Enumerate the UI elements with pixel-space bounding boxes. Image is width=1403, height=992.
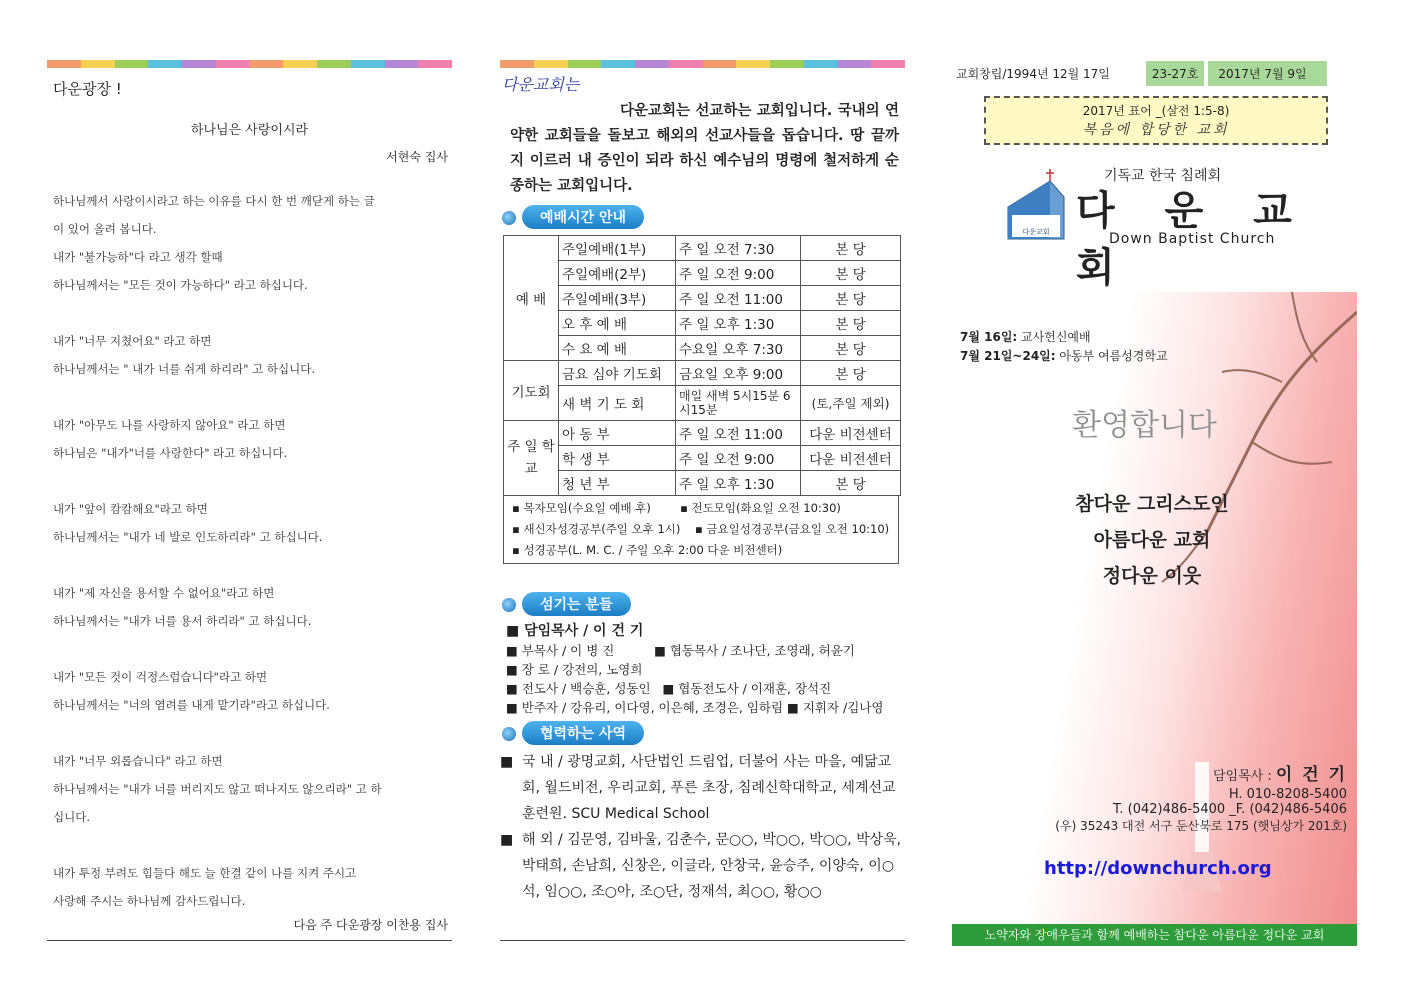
servers-heading: 섬기는 분들: [522, 592, 631, 616]
bullet-dot-icon: [502, 727, 516, 741]
table-row: [504, 361, 901, 386]
service-place: 본 당: [801, 311, 901, 336]
cover-artwork: [952, 292, 1357, 924]
event-date: 7월 21일~24일:: [960, 349, 1056, 363]
issue-line: [952, 60, 1357, 86]
list-item: ■ 부목사 / 이 병 진 ■ 협동목사 / 조나단, 조영래, 허윤기: [506, 643, 855, 658]
service-time: 주 일 오전 9:00: [676, 261, 801, 286]
group-label-prayer: 기도회: [504, 361, 559, 421]
service-name: 수 요 예 배: [559, 336, 676, 361]
poem-line: 내가 "불가능하"다 라고 생각 할때: [53, 250, 223, 264]
address: (우) 35243 대전 서구 둔산북로 175 (햇님상가 201호): [1055, 819, 1347, 833]
divider: [47, 940, 452, 941]
church-logo-block: [952, 145, 1357, 291]
list-item: ■ 장 로 / 강전의, 노영희: [506, 662, 643, 677]
bullet-dot-icon: [502, 598, 516, 612]
service-time: 주 일 오전 7:30: [676, 236, 801, 261]
rainbow-bar: [47, 60, 452, 68]
service-place: 다운 비전센터: [801, 446, 901, 471]
servers-heading-row: [500, 592, 905, 618]
church-intro-heading: 다운교회는: [502, 75, 580, 94]
worship-heading-row: [500, 205, 905, 231]
denomination: 기독교 한국 침례회: [1104, 168, 1222, 184]
servers-list: [506, 622, 905, 717]
table-row: [504, 286, 901, 311]
service-name: 주일예배(2부): [559, 261, 676, 286]
service-place: 본 당: [801, 286, 901, 311]
group-label-worship: 예 배: [504, 236, 559, 361]
service-place: 다운 비전센터: [801, 421, 901, 446]
table-row: [504, 261, 901, 286]
church-building-icon: [1004, 167, 1068, 245]
plaza-author: 서현숙 집사: [386, 150, 448, 164]
service-place: (토,주일 제외): [801, 386, 901, 421]
poem-line: 이 있어 올려 봅니다.: [53, 222, 157, 236]
website-link[interactable]: http://downchurch.org: [1044, 858, 1272, 879]
plaza-next-week: 다음 주 다운광장 이찬용 집사: [293, 918, 448, 932]
contact-block: [1055, 760, 1347, 834]
table-row: [504, 471, 901, 496]
pastor-line: [1055, 760, 1347, 785]
service-place: 본 당: [801, 471, 901, 496]
poem-line: 내가 "제 자신을 용서할 수 없어요"라고 하면: [53, 586, 275, 600]
motto-banner: [984, 96, 1328, 145]
list-item: ■ 전도사 / 백승훈, 성동인 ■ 협동전도사 / 이재훈, 장석진: [506, 681, 832, 696]
service-place: 본 당: [801, 336, 901, 361]
poem-line: 내가 "앞이 캄캄해요"라고 하면: [53, 502, 208, 516]
poem-line: 내가 "너무 외롭습니다" 라고 하면: [53, 754, 223, 768]
poem-line: 하나님께서는 "너의 염려를 내게 맡기라"라고 하십니다.: [53, 698, 330, 712]
poem-line: 하나님께서는 "내가 너를 버리지도 않고 떠나지도 않으리라" 고 하: [53, 782, 382, 796]
poem-line: 하나님께서는 " 내가 너를 쉬게 하리라" 고 하십니다.: [53, 362, 316, 376]
poem-line: 하나님은 "내가"너를 사랑한다" 라고 하십니다.: [53, 446, 288, 460]
event-line: [960, 328, 1091, 345]
event-text: 아동부 여름성경학교: [1059, 349, 1168, 363]
table-row: [504, 336, 901, 361]
service-name: 오 후 예 배: [559, 311, 676, 336]
group-label-school: 주 일 학 교: [504, 421, 559, 496]
table-row: [504, 311, 901, 336]
service-time: 주 일 오전 9:00: [676, 446, 801, 471]
plaza-subtitle: 하나님은 사랑이시라: [190, 123, 309, 138]
slogan-line: 아름다운 교회: [1093, 529, 1211, 551]
service-time: 주 일 오후 1:30: [676, 311, 801, 336]
coop-overseas: 해 외 / 김문영, 김바울, 김춘수, 문○○, 박○○, 박○○, 박상욱, 박태희, 손남희, 신창은, 이글라, 안창국, 윤승주, 이양숙, 이○석, 임○○, 조○아, 조○단, 정재석, 최○○, 황○○: [522, 832, 902, 900]
event-line: [960, 347, 1168, 364]
slogan-line: 참다운 그리스도인: [1075, 493, 1229, 515]
poem-line: 하나님께서는 "모든 것이 가능하다" 라고 하십니다.: [53, 278, 308, 292]
issue-date: 2017년 7월 9일: [1208, 61, 1326, 86]
square-bullet-icon: ■: [500, 832, 514, 848]
note-line: ▪ 성경공부(L. M. C. / 주일 오후 2:00 다운 비전센터): [512, 543, 783, 557]
poem-line: 내가 "아무도 나를 사랑하지 않아요" 라고 하면: [53, 418, 286, 432]
poem-line: 내가 "모든 것이 걱정스럽습니다"라고 하면: [53, 670, 268, 684]
table-row: [504, 446, 901, 471]
motto-text: 복음에 합당한 교회: [1082, 122, 1230, 138]
event-date: 7월 16일:: [960, 330, 1018, 344]
service-name: 학 생 부: [559, 446, 676, 471]
poem-line: 내가 투정 부려도 힘들다 해도 늘 한결 같이 나를 지켜 주시고: [53, 866, 357, 880]
service-place: 본 당: [801, 236, 901, 261]
logo-caption: 다운교회: [1022, 228, 1050, 236]
welcome-text: 환영합니다: [1072, 408, 1217, 443]
church-intro-text: 다운교회는 선교하는 교회입니다. 국내의 연약한 교회들을 돌보고 해외의 선교사들을 돕습니다. 땅 끝까지 이르러 내 증인이 되라 하신 예수님의 명령에 철저하게 순종하는 교회입니다.: [510, 103, 899, 194]
slogans: [952, 486, 1352, 594]
coop-heading: 협력하는 사역: [522, 721, 644, 745]
list-item: ■ 반주자 / 강유리, 이다영, 이은혜, 조경은, 임하림 ■ 지휘자 /김나영: [506, 700, 884, 715]
issue-number: 23-27호: [1146, 61, 1204, 86]
coop-heading-row: [500, 721, 905, 747]
coop-list: [500, 749, 905, 905]
service-name: 주일예배(3부): [559, 286, 676, 311]
column-church-info: [500, 60, 905, 905]
phone-tel-fax: T. (042)486-5400 _F. (042)486-5406: [1112, 802, 1347, 817]
service-time: 매일 새벽 5시15분 6시15분: [676, 386, 801, 421]
motto-label: 2017년 표어 _(살전 1:5-8): [1082, 104, 1230, 118]
bullet-dot-icon: [502, 211, 516, 225]
coop-domestic: 국 내 / 광명교회, 사단법인 드림업, 더불어 사는 마을, 예닮교회, 월드비전, 우리교회, 푸른 초장, 침례신학대학교, 세계선교 훈련원. SCU Medical School: [522, 754, 896, 822]
service-time: 주 일 오후 1:30: [676, 471, 801, 496]
footer-banner: 노약자와 장애우들과 함께 예배하는 참다운 아름다운 정다운 교회: [952, 924, 1357, 946]
service-place: 본 당: [801, 261, 901, 286]
poem-line: 하나님께서 사랑이시라고 하는 이유를 다시 한 번 깨닫게 하는 글: [53, 194, 375, 208]
table-row: [504, 236, 901, 261]
square-bullet-icon: ■: [500, 754, 514, 770]
column-plaza: [47, 60, 452, 932]
meeting-notes: [503, 496, 899, 564]
poem-line: 사랑해 주시는 하나님께 감사드립니다.: [53, 894, 246, 908]
church-name-en: Down Baptist Church: [1109, 231, 1276, 247]
poem-line: 하나님께서는 "내가 너를 용서 하리라" 고 하십니다.: [53, 614, 312, 628]
phone-mobile: H. 010-8208-5400: [1228, 787, 1347, 802]
service-time: 주 일 오전 11:00: [676, 421, 801, 446]
slogan-line: 정다운 이웃: [1102, 565, 1202, 587]
pastor-label: 담임목사 :: [1213, 769, 1272, 784]
service-time: 주 일 오전 11:00: [676, 286, 801, 311]
service-name: 새 벽 기 도 회: [559, 386, 676, 421]
note-line: ▪ 목자모임(수요일 예배 후) ▪ 전도모임(화요일 오전 10:30): [512, 501, 841, 515]
list-item: ■ 담임목사 / 이 건 기: [506, 623, 644, 639]
founded-date: 교회창립/1994년 12월 17일: [956, 66, 1110, 81]
service-name: 아 동 부: [559, 421, 676, 446]
pastor-name: 이 건 기: [1275, 765, 1347, 785]
church-name: 다 운 교 회: [1076, 188, 1310, 291]
worship-heading: 예배시간 안내: [522, 205, 644, 229]
rainbow-bar: [500, 60, 905, 68]
service-name: 금요 심야 기도회: [559, 361, 676, 386]
service-place: 본 당: [801, 361, 901, 386]
plaza-title: 다운광장 !: [53, 80, 122, 98]
list-item: [500, 827, 905, 905]
poem-body: [47, 187, 452, 915]
service-name: 청 년 부: [559, 471, 676, 496]
note-line: ▪ 새신자성경공부(주일 오후 1시) ▪ 금요일성경공부(금요일 오전 10:10): [512, 522, 890, 536]
service-time: 금요일 오후 9:00: [676, 361, 801, 386]
event-text: 교사헌신예배: [1021, 330, 1091, 344]
poem-line: 십니다.: [53, 810, 90, 824]
list-item: [500, 749, 905, 827]
poem-line: 하나님께서는 "내가 네 발로 인도하리라" 고 하십니다.: [53, 530, 323, 544]
table-row: [504, 421, 901, 446]
service-name: 주일예배(1부): [559, 236, 676, 261]
worship-schedule-table: [503, 235, 901, 496]
service-time: 수요일 오후 7:30: [676, 336, 801, 361]
poem-line: 내가 "너무 지쳤어요" 라고 하면: [53, 334, 212, 348]
table-row: [504, 386, 901, 421]
divider: [500, 940, 905, 941]
column-cover: [952, 60, 1357, 942]
